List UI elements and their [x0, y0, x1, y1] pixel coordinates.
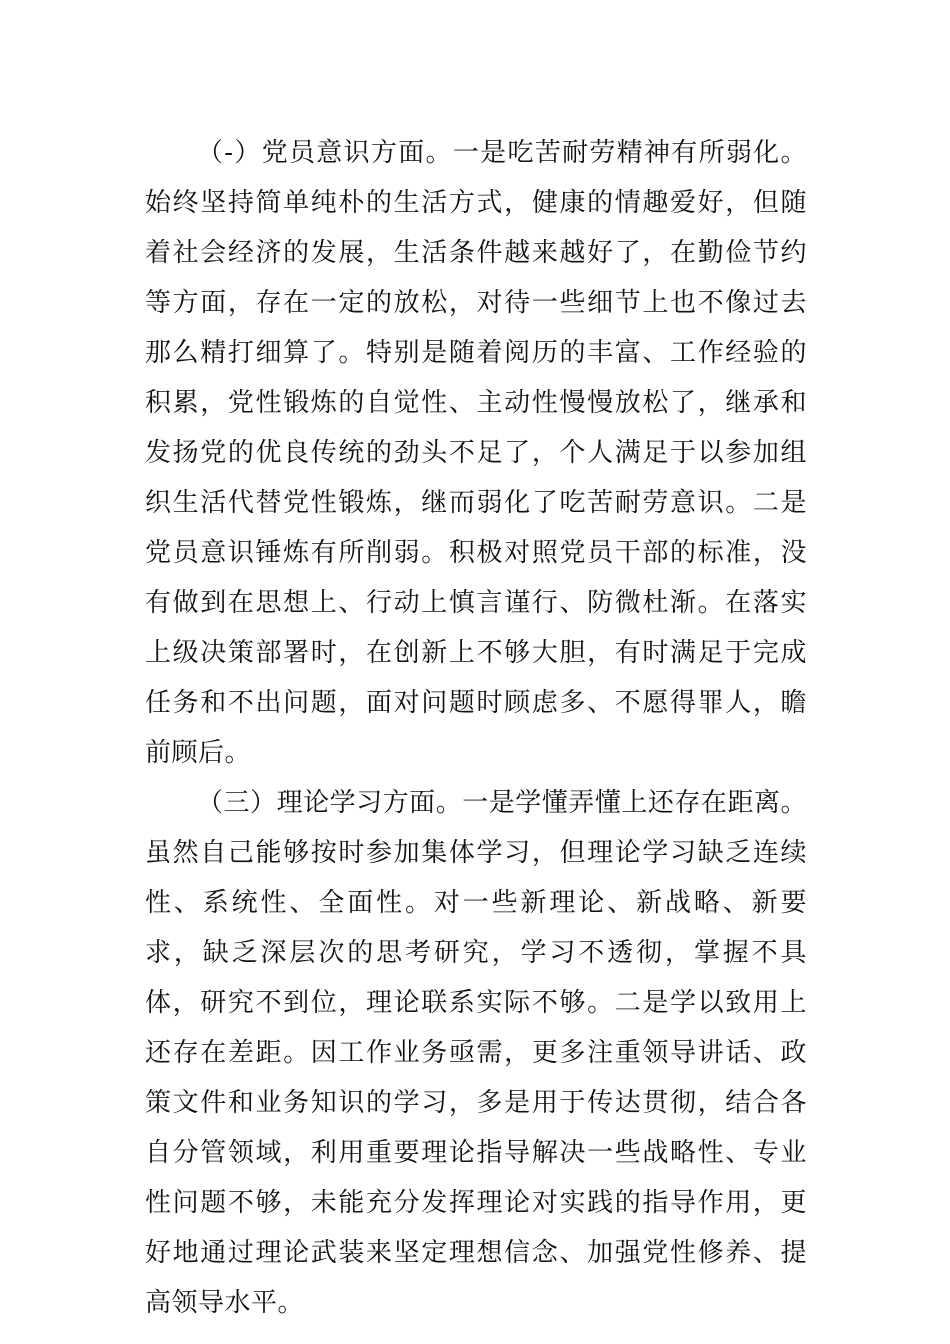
paragraph-party-member-awareness: （-）党员意识方面。一是吃苦耐劳精神有所弱化。始终坚持简单纯朴的生活方式，健康的情趣爱好，但随着社会经济的发展，生活条件越来越好了，在勤俭节约等方面，存在一定的放松，对待一些细节上也不像过去那么精打细算了。特别是随着阅历的丰富、工作经验的积累，党性锻炼的自觉性、主动性慢慢放松了，继承和发扬党的优良传统的劲头不足了，个人满足于以参加组织生活代替党性锻炼，继而弱化了吃苦耐劳意识。二是党员意识锤炼有所削弱。积极对照党员干部的标准，没有做到在思想上、行动上慎言谨行、防微杜渐。在落实上级决策部署时，在创新上不够大胆，有时满足于完成任务和不出问题，面对问题时顾虑多、不愿得罪人，瞻前顾后。: [145, 138, 807, 768]
paragraph-theory-study: （三）理论学习方面。一是学懂弄懂上还存在距离。虽然自己能够按时参加集体学习，但理论学习缺乏连续性、系统性、全面性。对一些新理论、新战略、新要求，缺乏深层次的思考研究，学习不透彻，掌握不具体，研究不到位，理论联系实际不够。二是学以致用上还存在差距。因工作业务亟需，更多注重领导讲话、政策文件和业务知识的学习，多是用于传达贯彻，结合各自分管领域，利用重要理论指导解决一些战略性、专业性问题不够，未能充分发挥理论对实践的指导作用，更好地通过理论武装来坚定理想信念、加强党性修养、提高领导水平。: [145, 788, 807, 1318]
document-body: [145, 128, 807, 1328]
